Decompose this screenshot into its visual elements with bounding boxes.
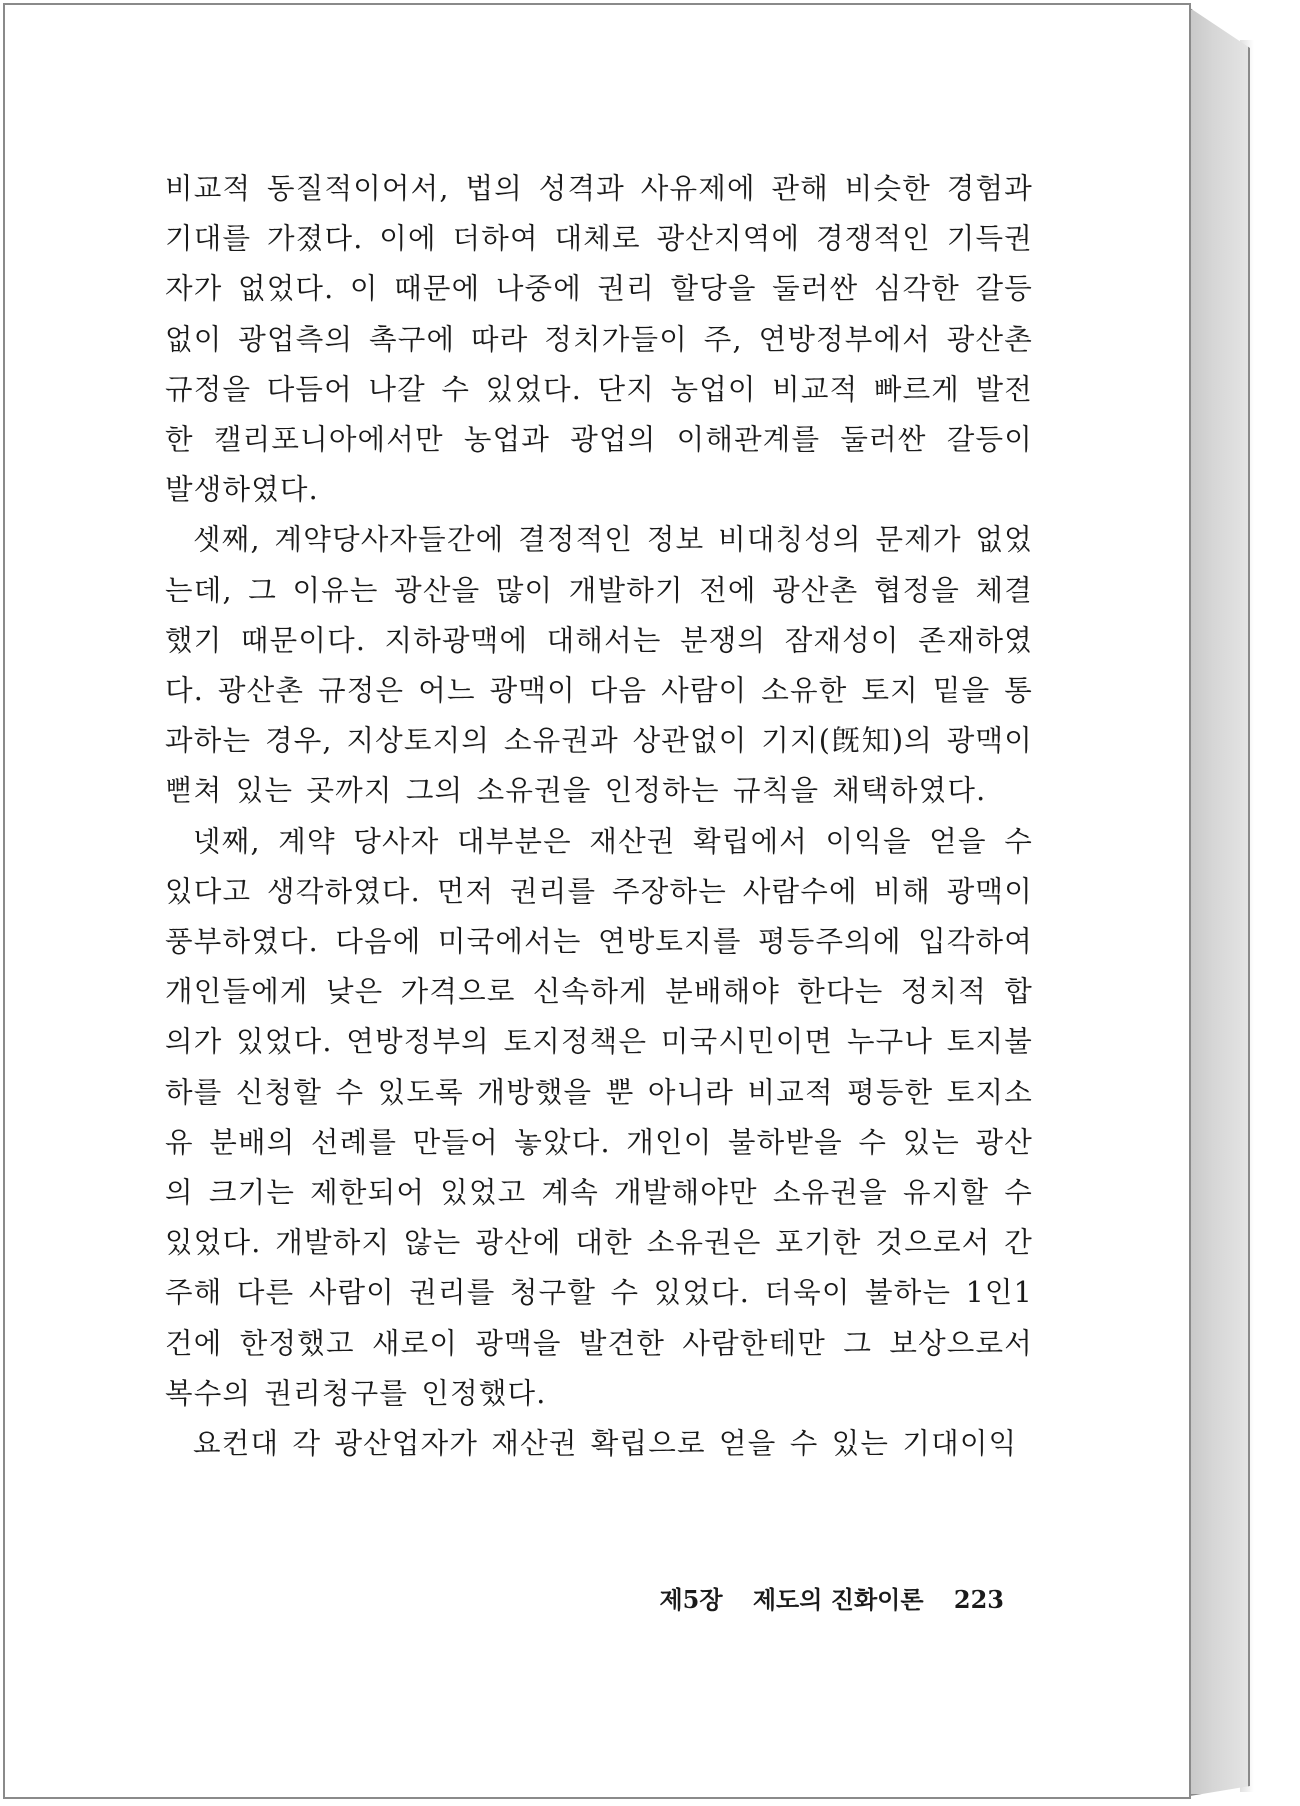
paragraph-third: 셋째, 계약당사자들간에 결정적인 정보 비대칭성의 문제가 없었는데, 그 이유는 광산을 많이 개발하기 전에 광산촌 협정을 체결했기 때문이다. 지하광맥에 대해서는 분쟁의 잠재성이 존재하였다. 광산촌 규정은 어느 광맥이 다음 사람이 소유한 토지 밑을 통과하는 경우, 지상토지의 소유권과 상관없이 기지(旣知)의 광맥이 뻗쳐 있는 곳까지 그의 소유권을 인정하는 규칙을 채택하였다.: [165, 523, 1033, 808]
page-number: 223: [953, 1585, 1004, 1614]
paragraph-fourth: 넷째, 계약 당사자 대부분은 재산권 확립에서 이익을 얻을 수 있다고 생각하였다. 먼저 권리를 주장하는 사람수에 비해 광맥이 풍부하였다. 다음에 미국에서는 연방토지를 평등주의에 입각하여 개인들에게 낮은 가격으로 신속하게 분배해야 한다는 정치적 합의가 있었다. 연방정부의 토지정책은 미국시민이면 누구나 토지불하를 신청할 수 있도록 개방했을 뿐 아니라 비교적 평등한 토지소유 분배의 선례를 만들어 놓았다. 개인이 불하받을 수 있는 광산의 크기는 제한되어 있었고 계속 개발해야만 소유권을 유지할 수 있었다. 개발하지 않는 광산에 대한 소유권은 포기한 것으로서 간주해 다른 사람이 권리를 청구할 수 있었다. 더욱이 불하는 1인1건에 한정했고 새로이 광맥을 발견한 사람한테만 그 보상으로서 복수의 권리청구를 인정했다.: [165, 824, 1033, 1410]
running-footer: [659, 1580, 1004, 1615]
page-stack-edge: [1190, 8, 1250, 1796]
footer-chapter: 제5장: [659, 1585, 723, 1614]
paragraph-continued: 비교적 동질적이어서, 법의 성격과 사유제에 관해 비슷한 경험과 기대를 가졌다. 이에 더하여 대체로 광산지역에 경쟁적인 기득권자가 없었다. 이 때문에 나중에 권리 할당을 둘러싼 심각한 갈등 없이 광업측의 촉구에 따라 정치가들이 주, 연방정부에서 광산촌 규정을 다듬어 나갈 수 있었다. 단지 농업이 비교적 빠르게 발전한 캘리포니아에서만 농업과 광업의 이해관계를 둘러싼 갈등이 발생하였다.: [165, 172, 1033, 507]
footer-chapter-title: 제도의 진화이론: [752, 1585, 924, 1614]
paragraph-summary: 요컨대 각 광산업자가 재산권 확립으로 얻을 수 있는 기대이익: [193, 1427, 1018, 1461]
body-text: [165, 164, 1033, 1469]
